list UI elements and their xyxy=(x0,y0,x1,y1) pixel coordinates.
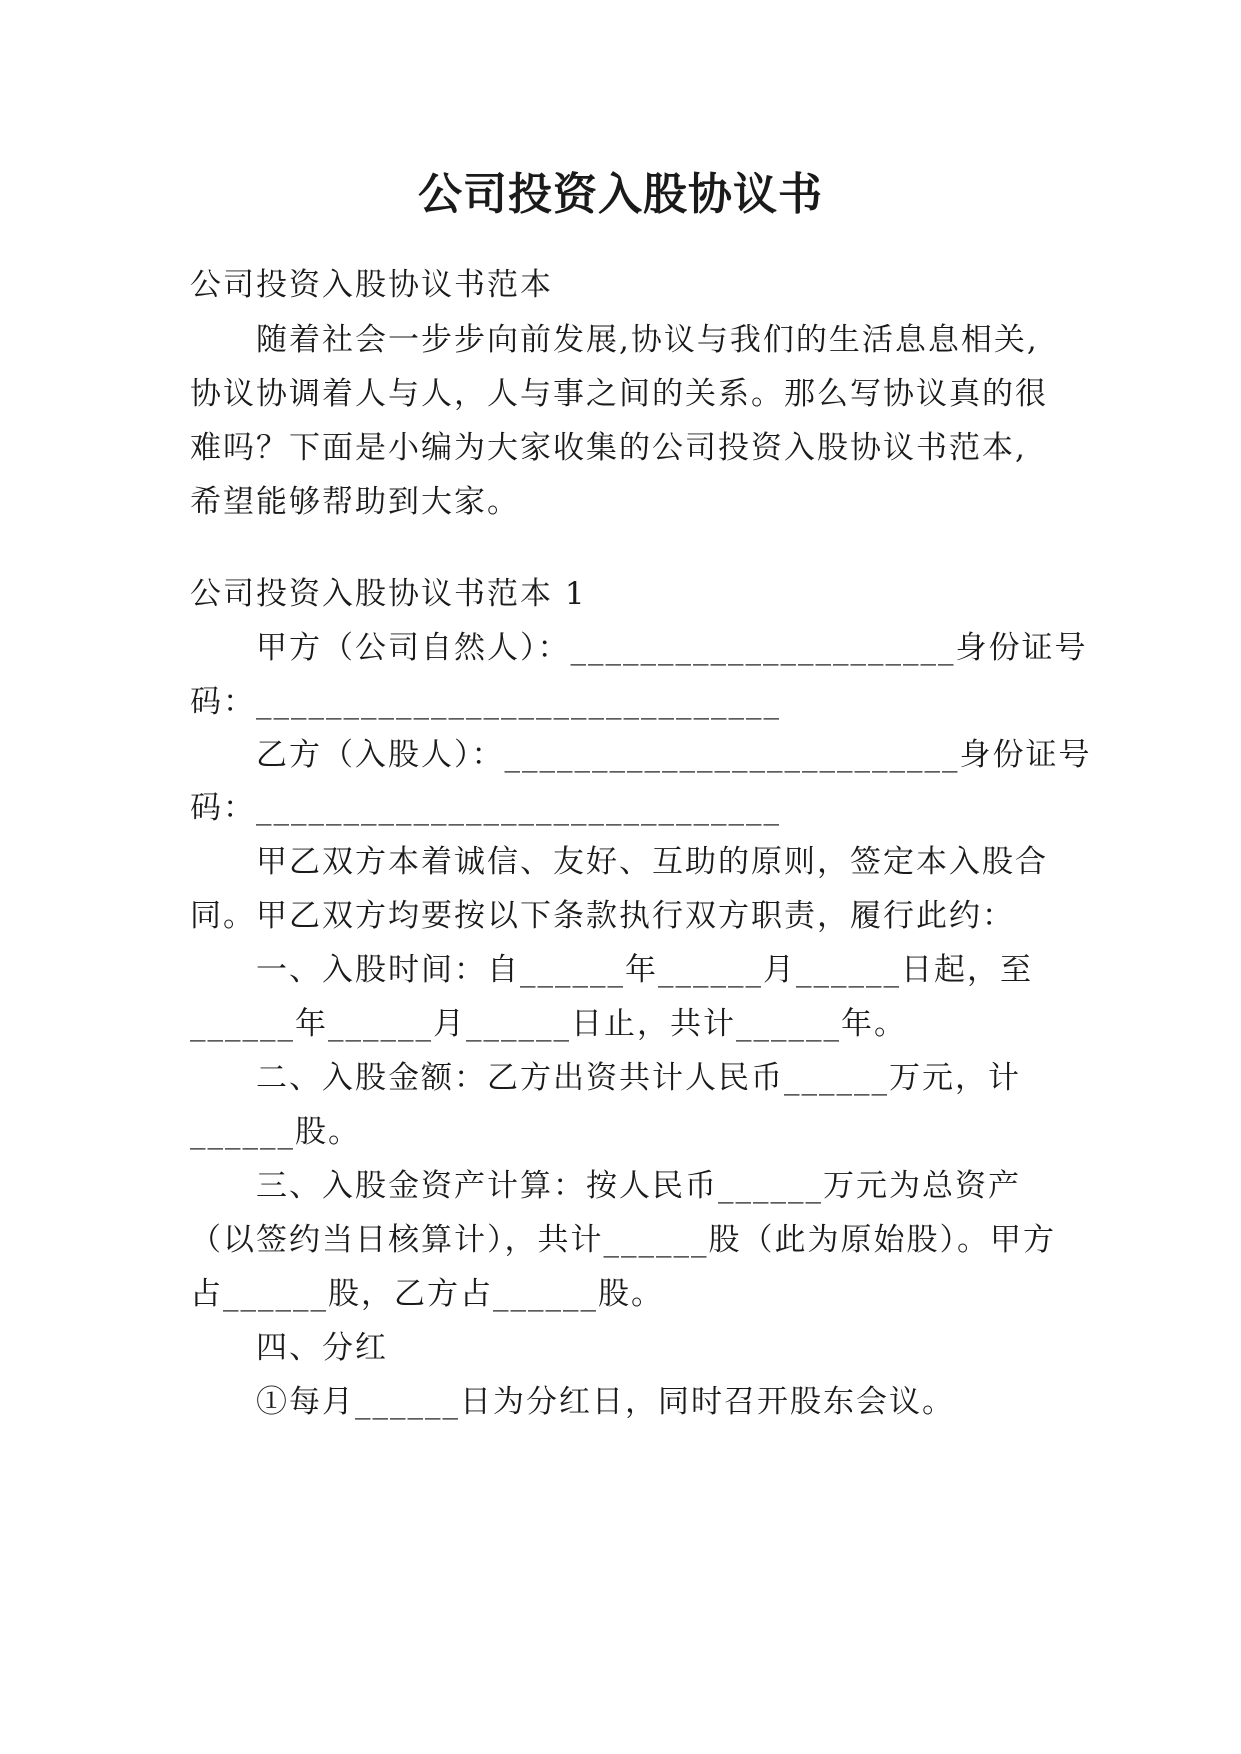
document-title: 公司投资入股协议书 xyxy=(418,169,823,220)
clause-1-line: ______年______月______日止，共计______年。 xyxy=(190,1006,907,1042)
clause-1-line: 一、入股时间：自______年______月______日起，至 xyxy=(256,952,1033,988)
sample-heading: 公司投资入股协议书范本 1 xyxy=(190,576,587,612)
clause-4-heading: 四、分红 xyxy=(256,1330,388,1366)
clause-2-line: 二、入股金额：乙方出资共计人民币______万元，计 xyxy=(256,1060,1021,1096)
party-b-id-line: 码：______________________________ xyxy=(190,790,781,826)
clause-4-item: ①每月______日为分红日，同时召开股东会议。 xyxy=(256,1384,955,1420)
clause-3-line: （以签约当日核算计），共计______股（此为原始股）。甲方 xyxy=(190,1222,1056,1258)
preamble-line: 甲乙双方本着诚信、友好、互助的原则，签定本入股合 xyxy=(256,844,1048,880)
clause-3-line: 占______股，乙方占______股。 xyxy=(190,1276,664,1312)
clause-2-line: ______股。 xyxy=(190,1114,361,1150)
party-a-line: 甲方（公司自然人）：______________________身份证号 xyxy=(256,630,1088,666)
intro-line: 难吗？下面是小编为大家收集的公司投资入股协议书范本, xyxy=(190,430,1027,466)
section-heading: 公司投资入股协议书范本 xyxy=(190,267,553,303)
intro-line: 随着社会一步步向前发展,协议与我们的生活息息相关, xyxy=(256,322,1039,358)
party-b-line: 乙方（入股人）：__________________________身份证号 xyxy=(256,737,1092,773)
party-a-id-line: 码：______________________________ xyxy=(190,684,781,720)
clause-3-line: 三、入股金资产计算：按人民币______万元为总资产 xyxy=(256,1168,1021,1204)
preamble-line: 同。甲乙双方均要按以下条款执行双方职责，履行此约： xyxy=(190,898,1015,934)
intro-line: 希望能够帮助到大家。 xyxy=(190,484,520,520)
intro-line: 协议协调着人与人，人与事之间的关系。那么写协议真的很 xyxy=(190,376,1048,412)
